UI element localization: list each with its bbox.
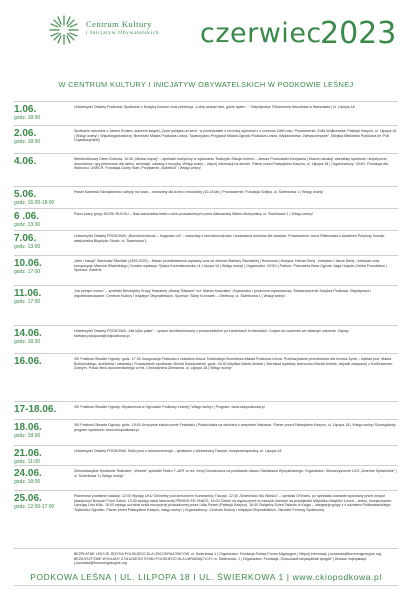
event-date: 4.06. bbox=[14, 156, 37, 167]
event-description: Wielokulturowy Dzień Dziecka. 10:30 „Misiów więcej” – spektakl muzyczny w wykonaniu Teatrzyku Stacja Uchem – Janusz Pruśnowski Kompania | Muzum atrakcji: warsztaty sportowe i artystyczne, dmuchańce i gry plenerowe dla dzieci, animacje, zabawy z muzyką. Wstęp wolny – więcej informacji na stronie. Planer przed Pałacykiem Kasyno, ul. Lilpopa 18 | Organizatorzy: CKiIO, Fundacja dla Wolności, UNHCR, Fundacja Dobry Start, Przystanek „Świetlica” | Wstęp wolny! bbox=[74, 157, 388, 171]
event-date: 2.06. bbox=[14, 128, 37, 139]
month-title: czerwiec bbox=[200, 18, 322, 49]
event-date: 14.06. bbox=[14, 328, 42, 339]
event-time: godz. 16:00-18:00 bbox=[14, 200, 55, 206]
logo-line-2: i Inicjatyw Obywatelskich bbox=[86, 30, 160, 36]
event-description: Uniwersytet Otwarty Podkowa: Spotkanie z Muzyką Koncert oraz prelekcja: „Lubię wracać tam, gdzie byłem…” Współpraca: Filharmonia Narodowa w Warszawie | ul. Lilpopa 18 bbox=[74, 105, 355, 109]
event-row bbox=[14, 208, 398, 230]
event-time: godz. 13:00 bbox=[14, 244, 41, 250]
event-date: 17-18.06. bbox=[14, 404, 57, 415]
event-description: Zielonoświątkie Spotkanie Teatralne: „Wesele” spektakl Teatru T–ART w reż. Ireny Dornarowicz na podstawie utworu Stanisława Wyspiańskiego. Organizator: Stowarzyszenie LGO „Dziemie Spisiedzkie” | ul. Świerkowa 1 | Wstęp wolny! bbox=[74, 469, 397, 478]
event-description: XIII Festiwal Otwarte Ogrody: Wydarzenia w Ogrodach Podkowy Leśnej | Wstęp wolny! | Program: www.ckiopodkowa.pl bbox=[74, 405, 265, 409]
event-description: Uniwersytet Otwarty PODKOWA: „Nie tylko pałac” – spacer architektoniczny z przewodnikiem po Łazienkach Królewskich. Dojazd do Łazienek we własnym zakresie. Zapisy: barbara.pokojowa@ckiipodkowa.pl bbox=[74, 329, 350, 338]
event-description: XIII Festiwal Otwarte Ogrody: godz. 17:30 Inauguracja Festiwalu z udziałem Artura Tusińskiego Burmistrza Miasta Podkowa Leśna. Przekazywanie przedmiotów dla Invests Życie – wykład prof. Marka Budzyńskiego, architekta i urbanisty | Prowadzenie spotkania: Michał Dziadowiecki. godz. 18:30 Artystka Marek Ambek | Wernisaż wystawy twórczości Moniki Ambek, artystki związanej z Kurfürstenem Dobrym. Pokaz filmu dokumentalnego w reż. Christophera Ziemanna. ul. Lilpopa 18 | Wstęp wolny! bbox=[74, 357, 393, 371]
footer-address: PODKOWA LEŚNA | UL. LILPOPA 18 I UL. ŚWIERKOWA 1 | www.ckiopodkowa.pl bbox=[30, 572, 382, 582]
event-date: 5.06. bbox=[14, 189, 37, 200]
event-time: godz. 18:00 bbox=[14, 115, 41, 121]
event-date: 10.06. bbox=[14, 258, 42, 269]
event-row bbox=[14, 125, 398, 153]
event-time: godz. 18:30 bbox=[14, 339, 41, 345]
event-date: 11.06. bbox=[14, 288, 42, 299]
event-description: Planerowe powitanie wakacji: 12:00 Występ UKU Onlineltry pod kierunkiem Konstantiny Tlaczyk. 12:30 „Śmietnisko Stu Włosku” – spektakl OfTeatru. po spektaklu warsztat wykonany przez zespół plastyczny! Nowych Form Sztuki. 13:30 występ szkół tanecznej PRIMUS EN TANGS. 14:00 Zielnie na wypoczynek w naszych domach na przykładzie Majsthinu Mayblin/ Lunch – sceny, muzykowanie: Uprząsy Lesi Kido. 15:00 występ uczniów szkół muzycznej prowadzonej przez Lidię Rezek (Pałacyk Kasyno). 16:00 Świątecy Dzień Tańców w Kręgu – integracja grupy z z udziałem Podkowiańskiego Trębinistu Ogródku. Planer przed Pałacykiem Kasyno, wstęp wolny! | Organizatorzy: Centrum Kultury i Inicjatyw Obywatelskich, Ośrodek Pomocy Społecznej bbox=[74, 494, 392, 512]
event-row bbox=[14, 186, 398, 208]
event-list bbox=[14, 101, 398, 586]
event-time: godz. 18:00 bbox=[14, 139, 41, 145]
event-row bbox=[14, 285, 398, 325]
event-date: 24.06. bbox=[14, 468, 42, 479]
event-description: Uniwersytet Otwarty PODKOWA: „Bioróżnorodność – bogactwo ról” – warsztaty z bioróżnorodności i budowania domków dla owadów. Prowadzenie: Anna Płatkowska z Akademii Przyrody Kumak, właścicielka Biophylic Studio. ul. Świerkowa 1 bbox=[74, 234, 386, 243]
event-description: Uniwersytet Otwarty PODKOWA: Skibi pora o mózzcie/energii – spotkanie z Aleksandrą Tlaczyk; muzykoterapeutką. ul. Lilpopa 18 bbox=[74, 449, 282, 453]
event-row bbox=[14, 353, 398, 401]
event-time: godz. 12:00-17:00 bbox=[14, 504, 55, 510]
event-row bbox=[14, 401, 398, 419]
event-description: „Idee i trasąż” Stanisław Śliwiński (1953-2020) – finisaż przedstawienia wystawy oraz ze zbiorów Barbary Śliwińskiej | Rozmowa | Muzyka: Hanna Derej - fortepian i Jakub Derej - fortepian oraz kompozycje Marcina Śliwińskiego | Kurator wystawy: Sylwia Krzemianowska. ul. Lilpopa 18 | Wstęp wolny! | Organizator: CKIIO | Partner: Pracownia Barw Ogrodu Jaga Hujada | Helba Foundation | Sponsor: Adverts bbox=[74, 259, 387, 273]
event-time: godz. 17:00 bbox=[14, 299, 41, 305]
logo-line-1: Centrum Kultury bbox=[86, 19, 152, 29]
event-date: 21.06. bbox=[14, 448, 42, 459]
event-date: 25.06. bbox=[14, 493, 42, 504]
event-date: 1.06. bbox=[14, 104, 37, 115]
header bbox=[0, 0, 412, 70]
event-time: godz. 18:00 bbox=[14, 433, 41, 439]
event-date: 16.06. bbox=[14, 356, 42, 367]
event-time: godz. 11:00 bbox=[14, 459, 40, 465]
sunburst-logo-icon bbox=[48, 14, 80, 46]
event-row bbox=[14, 255, 398, 285]
event-date: 18.06. bbox=[14, 422, 42, 433]
event-description: Spotkanie autorskie z Janem Królem, autorem książki „Życie polityka od zera”, w poniedziałek z rocznicą wyborów z 4 czerwca 1989 roku. Prowadzenie: Zofia Wojtkowska. Pałacyk Kasyno, ul. Lilpopa 18 | Wstęp wolny! | Współorganizatorzy: Burmistrz Miasta Podkowa Leśna, Towarzystwo Przyjaciół Miasta Ogrodu Podkowa Leśna. Wydawnictwo „Niewyczerpane”, Miejska Biblioteka Publiczna im. Poli Gojawiczyńskiej bbox=[74, 129, 397, 143]
year-title: 2023 bbox=[320, 16, 397, 51]
event-row bbox=[14, 153, 398, 186]
event-description: „Na pełnym morzu” – spektakl Niezwykłej Grupy Teatralnej „Miasty Śliwiane” reż. Marcin Mauclaire. Organizator i producent wykonawczy: Stowarzyszenie Zwiększ Podkowa. Współpraca i współfinansowanie: Centrum Kultury i Inicjatyw Obywatelskich. Sponsor: Skiep Kuroszek – Otrebusy. ul. Świerkowa 1 | Wstęp wolny! bbox=[74, 289, 371, 298]
event-date: 7.06. bbox=[14, 233, 37, 244]
subtitle: W CENTRUM KULTURY I INICJATYW OBYWATELSKICH W PODKOWIE LEŚNEJ bbox=[58, 80, 354, 89]
event-row bbox=[14, 101, 398, 125]
logo-text bbox=[86, 20, 159, 38]
event-row bbox=[14, 465, 398, 490]
event-description: Poloz pracy grupy KIOSK RUCHU – finał warsztatów teatru ruchu prowadzonych przez Aleksandrę Bielen-Muszyńską. ul. Świerkowa 1 | Wstęp wolny! bbox=[74, 212, 313, 216]
event-description: XIII Festiwal Otwarte Ogrody: godz. 19:00 Uroczyste zakończenie Festiwalu | Potańcówka na dechach z zespołem Niepanie. Planer przed Pałacykiem Kasyno, ul. Lilpopa 18 | Wstęp wolny! Szczegółowy program wydarzeń: www.ckiopodkowa.pl bbox=[74, 423, 396, 432]
event-date: 6 .06. bbox=[14, 211, 40, 222]
event-description: Pawel Kamiński Skrzątkiewicz odbyty na nowo – warsztaty dla dzieci i młodzieży (10-16 lat) | Prowadzenie: Fundacja Sofijka. ul. Świerkowa 1 | Wstęp wolny! bbox=[74, 190, 324, 194]
event-row bbox=[14, 490, 398, 548]
event-description: BEZPŁATNE LEKCJE JĘZYKA POLSKIEGO DLA OBCOKRAJOWCÓW. ul. Świerkowa 1 | Organizator: Fundacja Polska Forum Migracyjne | Więcej informacji: j.rozanska@forummigracyjne.org. BEZKOSZTOWE WYKŁADY Z DŁUGIEGO RYMU POLSKIEGO DLA UKRAINĄCYCH: m. Świerkowa, 1 | Organizator: Fundacja „Польський міграційний форум” | Більше інформації: j.rozanska@forummigracyjne.org bbox=[74, 552, 383, 566]
event-row bbox=[14, 445, 398, 465]
event-time: godz. 18:00 bbox=[14, 479, 41, 485]
event-row bbox=[14, 325, 398, 353]
event-row bbox=[14, 230, 398, 255]
event-row bbox=[14, 419, 398, 445]
event-time: godz. 13:30 bbox=[14, 222, 41, 228]
event-time: godz. 17:00 bbox=[14, 269, 41, 275]
